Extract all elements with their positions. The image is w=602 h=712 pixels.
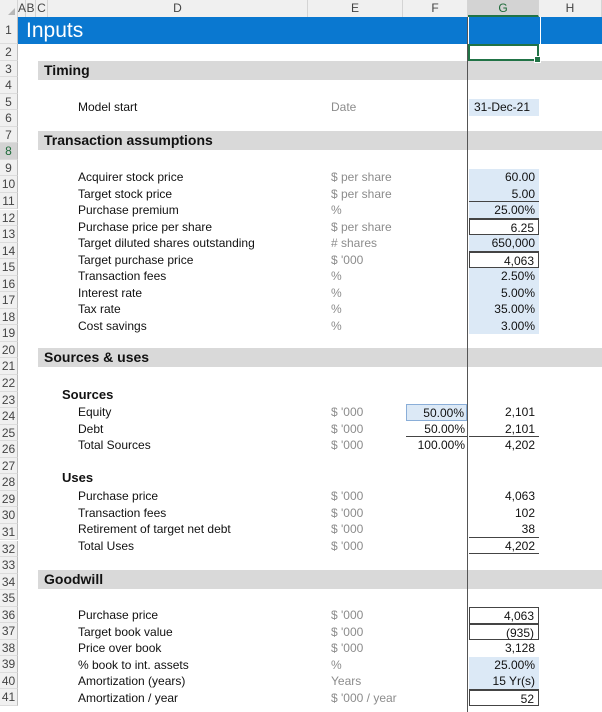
row-header-19[interactable]: 19: [0, 325, 18, 342]
row-total-sources: [18, 437, 602, 454]
row-header-34[interactable]: 34: [0, 574, 18, 591]
row-target-book-value: [18, 624, 602, 641]
row-unit: $ '000: [331, 522, 364, 536]
row-header-13[interactable]: 13: [0, 226, 18, 243]
row-header-37[interactable]: 37: [0, 623, 18, 640]
row-header-2[interactable]: 2: [0, 44, 18, 61]
section-title: Timing: [44, 62, 90, 78]
purchase-price-per-share-value[interactable]: 6.25: [469, 219, 539, 236]
row-unit: %: [331, 269, 342, 283]
row-equity: [18, 404, 602, 421]
target-purchase-price-value[interactable]: 4,063: [469, 252, 539, 269]
row-label: Transaction fees: [78, 505, 167, 520]
row-unit: %: [331, 285, 342, 300]
book-to-int-assets-input[interactable]: 25.00%: [469, 657, 539, 674]
row-unit: $ '000: [331, 489, 364, 503]
amortization-per-year-value[interactable]: 52: [469, 690, 539, 707]
row-model-start: [18, 99, 602, 116]
row-unit: $ '000: [331, 538, 364, 553]
row-header-32[interactable]: 32: [0, 541, 18, 558]
column-header-b[interactable]: B: [26, 1, 35, 15]
row-label: Purchase price: [78, 608, 159, 622]
row-header-28[interactable]: 28: [0, 474, 18, 491]
row-header-12[interactable]: 12: [0, 210, 18, 227]
section-goodwill: [38, 570, 602, 589]
row-label: Cost savings: [78, 318, 147, 333]
row-total-uses: [18, 538, 602, 555]
uses-transaction-fees-value[interactable]: 102: [514, 505, 535, 520]
row-label: Purchase premium: [78, 203, 179, 217]
active-cell-g2[interactable]: [468, 44, 539, 61]
row-target-stock-price: [18, 186, 602, 203]
row-label: Target diluted shares outstanding: [78, 236, 255, 250]
total-sources-value[interactable]: 4,202: [504, 438, 535, 452]
row-header-11[interactable]: 11: [0, 193, 18, 210]
row-header-36[interactable]: 36: [0, 607, 18, 624]
row-unit: $ '000 / year: [331, 690, 397, 705]
target-diluted-shares-input[interactable]: 650,000: [469, 235, 539, 252]
row-unit: Date: [331, 100, 357, 114]
row-label: Interest rate: [78, 285, 143, 300]
row-tax-rate: [18, 301, 602, 318]
banner-cell-g: [468, 17, 541, 44]
row-header-16[interactable]: 16: [0, 276, 18, 293]
row-header-8[interactable]: 8: [0, 143, 18, 160]
row-header-39[interactable]: 39: [0, 656, 18, 673]
row-label: Tax rate: [78, 302, 121, 316]
row-header-20[interactable]: 20: [0, 342, 18, 359]
row-header-25[interactable]: 25: [0, 425, 18, 442]
row-retirement-net-debt: [18, 521, 602, 538]
model-start-input[interactable]: 31-Dec-21: [469, 99, 539, 116]
row-label: Debt: [78, 421, 104, 436]
row-cost-savings: [18, 318, 602, 335]
tax-rate-input[interactable]: 35.00%: [469, 301, 539, 318]
row-label: Target purchase price: [78, 252, 194, 267]
row-label: Target stock price: [78, 186, 173, 201]
target-stock-price-input[interactable]: 5.00: [469, 186, 539, 203]
row-unit: $ per share: [331, 186, 392, 201]
row-unit: $ per share: [331, 170, 392, 184]
row-header-6[interactable]: 6: [0, 110, 18, 127]
price-over-book-value[interactable]: 3,128: [504, 641, 535, 655]
row-header-15[interactable]: 15: [0, 259, 18, 276]
row-debt: [18, 421, 602, 438]
column-g-divider: [467, 17, 468, 712]
row-unit: %: [331, 302, 342, 316]
column-header-e[interactable]: E: [308, 0, 403, 17]
row-interest-rate: [18, 285, 602, 302]
row-unit: $ '000: [331, 624, 364, 639]
uses-purchase-price-value[interactable]: 4,063: [504, 489, 535, 503]
row-label: Price over book: [78, 641, 162, 655]
row-header-35[interactable]: 35: [0, 590, 18, 607]
row-amortization-years: [18, 673, 602, 690]
row-purchase-premium: [18, 202, 602, 219]
row-header-7[interactable]: 7: [0, 127, 18, 144]
column-header-d[interactable]: D: [48, 0, 308, 17]
row-header-17[interactable]: 17: [0, 292, 18, 309]
row-unit: $ '000: [331, 252, 364, 267]
row-label: % book to int. assets: [78, 657, 189, 672]
row-unit: $ '000: [331, 421, 364, 436]
row-unit: $ per share: [331, 219, 392, 234]
row-label: Purchase price: [78, 489, 159, 503]
row-label: Acquirer stock price: [78, 170, 184, 184]
row-label: Amortization / year: [78, 690, 179, 705]
row-unit: $ '000: [331, 641, 364, 655]
row-target-diluted-shares: [18, 235, 602, 252]
row-header-31[interactable]: 31: [0, 524, 18, 541]
total-uses-value[interactable]: 4,202: [469, 538, 539, 555]
row-header-40[interactable]: 40: [0, 673, 18, 690]
row-unit: $ '000: [331, 438, 364, 452]
row-unit: $ '000: [331, 608, 364, 622]
row-unit: %: [331, 318, 342, 333]
section-sources-uses: [38, 348, 602, 367]
row-header-30[interactable]: 30: [0, 507, 18, 524]
row-unit: %: [331, 203, 342, 217]
retirement-net-debt-value[interactable]: 38: [469, 521, 539, 538]
row-header-33[interactable]: 33: [0, 557, 18, 574]
row-transaction-fees: [18, 268, 602, 285]
row-label: Transaction fees: [78, 269, 167, 283]
acquirer-stock-price-input[interactable]: 60.00: [469, 169, 539, 186]
row-label: Model start: [78, 100, 138, 114]
section-title: Goodwill: [44, 571, 104, 587]
row-header-21[interactable]: 21: [0, 358, 18, 375]
row-header-14[interactable]: 14: [0, 243, 18, 260]
row-book-to-int-assets: [18, 657, 602, 674]
target-book-value-value[interactable]: (935): [469, 624, 539, 641]
row-unit: %: [331, 657, 342, 672]
row-target-purchase-price: [18, 252, 602, 269]
row-header-26[interactable]: 26: [0, 441, 18, 458]
total-sources-percent[interactable]: 100.00%: [417, 438, 465, 452]
row-header-27[interactable]: 27: [0, 458, 18, 475]
row-header-4[interactable]: 4: [0, 77, 18, 94]
title-banner: [18, 17, 602, 44]
row-uses-purchase-price: [18, 488, 602, 505]
row-header-24[interactable]: 24: [0, 408, 18, 425]
section-transaction-assumptions: [38, 131, 602, 150]
row-unit: $ '000: [331, 405, 364, 419]
purchase-premium-input[interactable]: 25.00%: [469, 202, 539, 219]
row-label: Total Uses: [78, 538, 135, 553]
row-purchase-price-per-share: [18, 219, 602, 236]
subsection-title: Uses: [62, 470, 94, 485]
row-header-3[interactable]: 3: [0, 61, 18, 78]
row-amortization-per-year: [18, 690, 602, 707]
select-all-corner[interactable]: [0, 0, 18, 17]
row-header-38[interactable]: 38: [0, 640, 18, 657]
equity-percent-input[interactable]: 50.00%: [406, 404, 467, 421]
cost-savings-input[interactable]: 3.00%: [469, 318, 539, 335]
row-label: Retirement of target net debt: [78, 522, 231, 536]
debt-percent[interactable]: 50.00%: [406, 421, 467, 438]
goodwill-purchase-price-value[interactable]: 4,063: [469, 607, 539, 624]
column-header-a[interactable]: A: [18, 1, 27, 15]
section-title: Sources & uses: [44, 349, 150, 365]
row-label: Purchase price per share: [78, 219, 213, 234]
column-header-f[interactable]: F: [403, 0, 468, 17]
equity-value[interactable]: 2,101: [504, 405, 535, 419]
row-header-10[interactable]: 10: [0, 176, 18, 193]
row-label: Target book value: [78, 624, 173, 639]
row-label: Total Sources: [78, 438, 151, 452]
row-label: Amortization (years): [78, 674, 186, 688]
column-header-h[interactable]: H: [539, 0, 602, 17]
row-header-41[interactable]: 41: [0, 689, 18, 706]
row-uses-header: [18, 470, 602, 487]
section-timing: [38, 61, 602, 80]
row-goodwill-purchase-price: [18, 607, 602, 624]
row-acquirer-stock-price: [18, 169, 602, 186]
amortization-years-input[interactable]: 15 Yr(s): [469, 673, 539, 690]
transaction-fees-input[interactable]: 2.50%: [469, 268, 539, 285]
row-header-1[interactable]: 1: [0, 17, 18, 44]
row-label: Equity: [78, 405, 112, 419]
row-unit: Years: [331, 674, 362, 688]
row-header-5[interactable]: 5: [0, 94, 18, 111]
row-header-9[interactable]: 9: [0, 160, 18, 177]
row-header-22[interactable]: 22: [0, 375, 18, 392]
row-price-over-book: [18, 640, 602, 657]
row-sources-header: [18, 387, 602, 404]
row-header-18[interactable]: 18: [0, 309, 18, 326]
row-unit: $ '000: [331, 505, 364, 520]
subsection-title: Sources: [62, 387, 114, 402]
debt-value[interactable]: 2,101: [469, 421, 539, 438]
column-header-bar: [0, 0, 602, 18]
section-title: Transaction assumptions: [44, 132, 213, 148]
column-header-g[interactable]: G: [468, 0, 539, 17]
interest-rate-input[interactable]: 5.00%: [469, 285, 539, 302]
sheet-title: Inputs: [26, 19, 84, 42]
row-uses-transaction-fees: [18, 505, 602, 522]
row-header-29[interactable]: 29: [0, 491, 18, 508]
row-header-23[interactable]: 23: [0, 392, 18, 409]
column-header-c[interactable]: C: [36, 0, 48, 17]
row-unit: # shares: [331, 236, 378, 250]
